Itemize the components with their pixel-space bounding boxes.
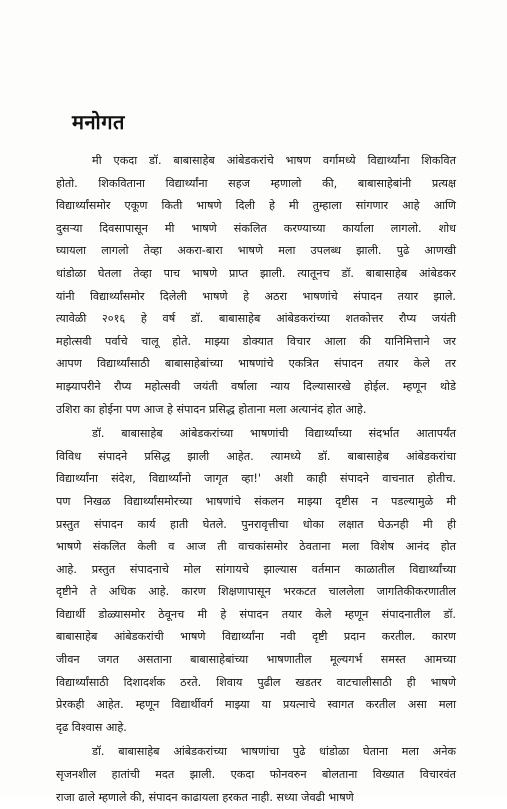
text-line: विद्यार्थ्यांसाठी दिशादर्शक ठरते. शिवाय पुढील खडतर वाटचालीसाठी ही भाषणे bbox=[56, 675, 456, 689]
text-line: बाबासाहेब आंबेडकरांची भाषणे विद्यार्थ्यांना नवी दृष्टी प्रदान करतील. कारण bbox=[56, 630, 456, 644]
text-line: सृजनशील हातांची मदत झाली. एकदा फोनवरुन बोलताना विख्यात विचारवंत bbox=[56, 768, 456, 782]
text-line: महोत्सवी पर्वाचे चालू होते. माझ्या डोक्यात विचार आला की यानिमित्ताने जर bbox=[56, 334, 456, 348]
text-line: दृष्टीने ते अधिक आहे. कारण शिक्षणापासून भरकटत चाललेला जागतिकीकरणातील bbox=[56, 585, 456, 599]
text-line: घ्यायला लागलो तेव्हा अकरा-बारा भाषणे मला उपलब्ध झाली. पुढे आणखी bbox=[56, 244, 456, 258]
text-line: उशिरा का होईना पण आज हे संपादन प्रसिद्ध होताना मला अत्यानंद होत आहे. bbox=[56, 402, 367, 416]
text-line: विद्यार्थी डोळ्यासमोर ठेवूनच मी हे संपादन तयार केले म्हणून संपादनातील डॉ. bbox=[56, 607, 456, 621]
paragraph bbox=[56, 423, 456, 739]
text-line: दृढ विश्वास आहे. bbox=[56, 720, 127, 734]
text-line: त्यावेळी २०१६ हे वर्ष डॉ. बाबासाहेब आंबेडकरांच्या शतकोत्तर रौप्य जयंती bbox=[56, 312, 456, 326]
text-line: भाषणे संकलित केली व आज ती वाचकांसमोर ठेवताना मला विशेष आनंद होत bbox=[56, 540, 456, 554]
text-line: पण निखळ विद्यार्थ्यांसमोरच्या भाषणांचे संकलन माझ्या दृष्टीस न पडल्यामुळे मी bbox=[56, 494, 456, 508]
text-line: यांनी विद्यार्थ्यांसमोर दिलेली भाषणे हे अठरा भाषणांचे संपादन तयार झाले. bbox=[56, 289, 456, 303]
paragraph bbox=[56, 741, 456, 809]
body-text bbox=[56, 150, 456, 809]
text-line: प्रस्तुत संपादन कार्य हाती घेतले. पुनरावृत्तीचा धोका लक्षात घेऊनही मी ही bbox=[56, 517, 456, 531]
text-line: विद्यार्थ्यांना संदेश, विद्यार्थ्यांनो जागृत व्हा!' अशी काही संपादने वाचनात होतीच. bbox=[56, 472, 456, 486]
page-heading: मनोगत bbox=[72, 110, 125, 134]
text-line: मी एकदा डॉ. बाबासाहेब आंबेडकरांचे भाषण वर्गामध्ये विद्यार्थ्यांना शिकवित bbox=[92, 154, 456, 167]
text-line: राजा ढाले म्हणाले की, संपादन काढायला हरकत नाही. सध्या जेवढी भाषणे bbox=[56, 790, 354, 804]
text-line: माझ्यापरीने रौप्य महोत्सवी जयंती वर्षाला न्याय दिल्यासारखे होईल. म्हणून थोडे bbox=[56, 379, 456, 393]
text-line: प्रेरकही आहेत. म्हणून विद्यार्थीवर्ग माझ्या या प्रयत्नाचे स्वागत करतील असा मला bbox=[56, 698, 456, 712]
text-line: आपण विद्यार्थ्यांसाठी बाबासाहेबांच्या भाषणांचे एकत्रित संपादन तयार केले तर bbox=[56, 357, 456, 371]
text-line: धांडोळा घेतला तेव्हा पाच भाषणे प्राप्त झाली. त्यातूनच डॉ. बाबासाहेब आंबेडकर bbox=[56, 266, 456, 280]
text-line: डॉ. बाबासाहेब आंबेडकरांच्या भाषणांचा पुढे धांडोळा घेताना मला अनेक bbox=[92, 745, 456, 759]
text-line: विद्यार्थ्यांसमोर एकूण किती भाषणे दिली हे मी तुम्हाला सांगणार आहे आणि bbox=[56, 199, 456, 213]
text-line: होतो. शिकविताना विद्यार्थ्यांना सहज म्हणालो की, बाबासाहेबांनी प्रत्यक्ष bbox=[56, 176, 456, 190]
text-line: विविध संपादने प्रसिद्ध झाली आहेत. त्यामध्ये डॉ. बाबासाहेब आंबेडकरांचा bbox=[56, 449, 456, 463]
text-line: दुसऱ्या दिवसापासून मी भाषणे संकलित करण्याच्या कार्याला लागलो. शोध bbox=[56, 221, 456, 235]
paragraph bbox=[56, 150, 456, 421]
text-line: जीवन जगत असताना बाबासाहेबांच्या भाषणातील मूल्यगर्भ समस्त आमच्या bbox=[56, 653, 456, 667]
text-line: आहे. प्रस्तुत संपादनाचे मोल सांगायचे झाल्यास वर्तमान काळातील विद्यार्थ्यांच्या bbox=[56, 562, 456, 576]
text-line: डॉ. बाबासाहेब आंबेडकरांच्या भाषणांची विद्यार्थ्यांच्या संदर्भात आतापर्यंत bbox=[92, 427, 456, 441]
